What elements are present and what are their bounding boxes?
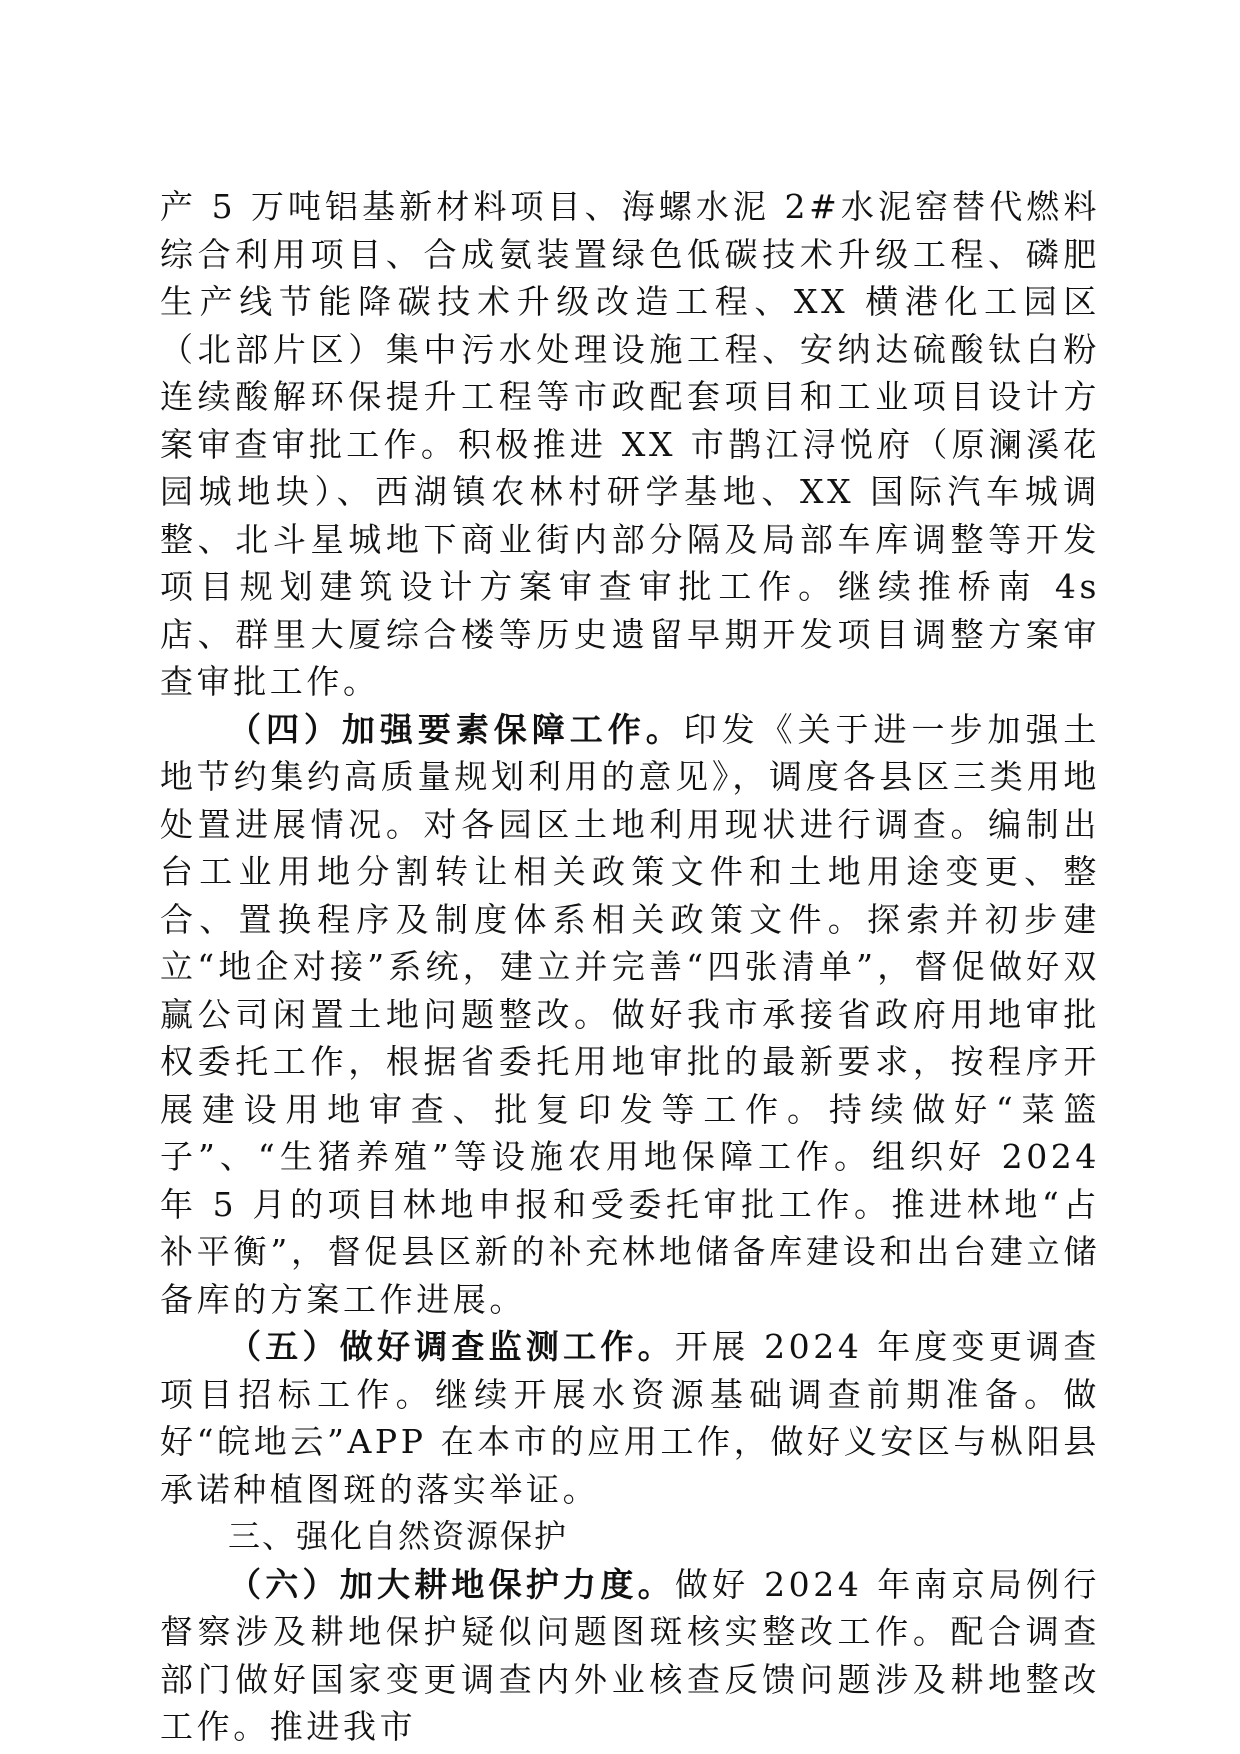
paragraph-lead: （四）加强要素保障工作。 bbox=[228, 709, 684, 749]
paragraph-text: 产 5 万吨铝基新材料项目、海螺水泥 2#水泥窑替代燃料综合利用项目、合成氨装置绿色低碳技术升级工程、磷肥生产线节能降碳技术升级改造工程、XX 横港化工园区（北部片区）集中污水处理设施工程、安纳达硫酸钛白粉连续酸解环保提升工程等市政配套项目和工业项目设计方案审查审批工作。积极推进 XX 市鹊江浔悦府（原澜溪花园城地块）、西湖镇农林村研学基地、XX 国际汽车城调整、北斗星城地下商业街内部分隔及局部车库调整等开发项目规划建筑设计方案审查审批工作。继续推桥南 4s 店、群里大厦综合楼等历史遗留早期开发项目调整方案审查审批工作。 bbox=[160, 187, 1100, 701]
document-body bbox=[160, 183, 1100, 1751]
paragraph-factor-guarantee bbox=[160, 706, 1100, 1324]
section-heading: 三、强化自然资源保护 bbox=[228, 1517, 569, 1555]
paragraph-farmland-protection bbox=[160, 1561, 1100, 1751]
paragraph-text: 印发《关于进一步加强土地节约集约高质量规划利用的意见》，调度各县区三类用地处置进展情况。对各园区土地利用现状进行调查。编制出台工业用地分割转让相关政策文件和土地用途变更、整合、置换程序及制度体系相关政策文件。探索并初步建立“地企对接”系统，建立并完善“四张清单”，督促做好双赢公司闲置土地问题整改。做好我市承接省政府用地审批权委托工作，根据省委托用地审批的最新要求，按程序开展建设用地审查、批复印发等工作。持续做好“菜篮子”、“生猪养殖”等设施农用地保障工作。组织好 2024 年 5 月的项目林地申报和受委托审批工作。推进林地“占补平衡”，督促县区新的补充林地储备库建设和出台建立储备库的方案工作进展。 bbox=[160, 709, 1100, 1319]
paragraph-survey-monitoring bbox=[160, 1323, 1100, 1513]
paragraph-continued bbox=[160, 183, 1100, 706]
paragraph-lead: （六）加大耕地保护力度。 bbox=[228, 1564, 675, 1604]
paragraph-text: 做好 2024 年南京局例行督察涉及耕地保护疑似问题图斑核实整改工作。配合调查部门做好国家变更调查内外业核查反馈问题涉及耕地整改工作。推进我市 bbox=[160, 1564, 1100, 1746]
paragraph-lead: （五）做好调查监测工作。 bbox=[228, 1327, 675, 1366]
paragraph-text: 开展 2024 年度变更调查项目招标工作。继续开展水资源基础调查前期准备。做好“皖地云”APP 在本市的应用工作，做好义安区与枞阳县承诺种植图斑的落实举证。 bbox=[160, 1327, 1100, 1509]
